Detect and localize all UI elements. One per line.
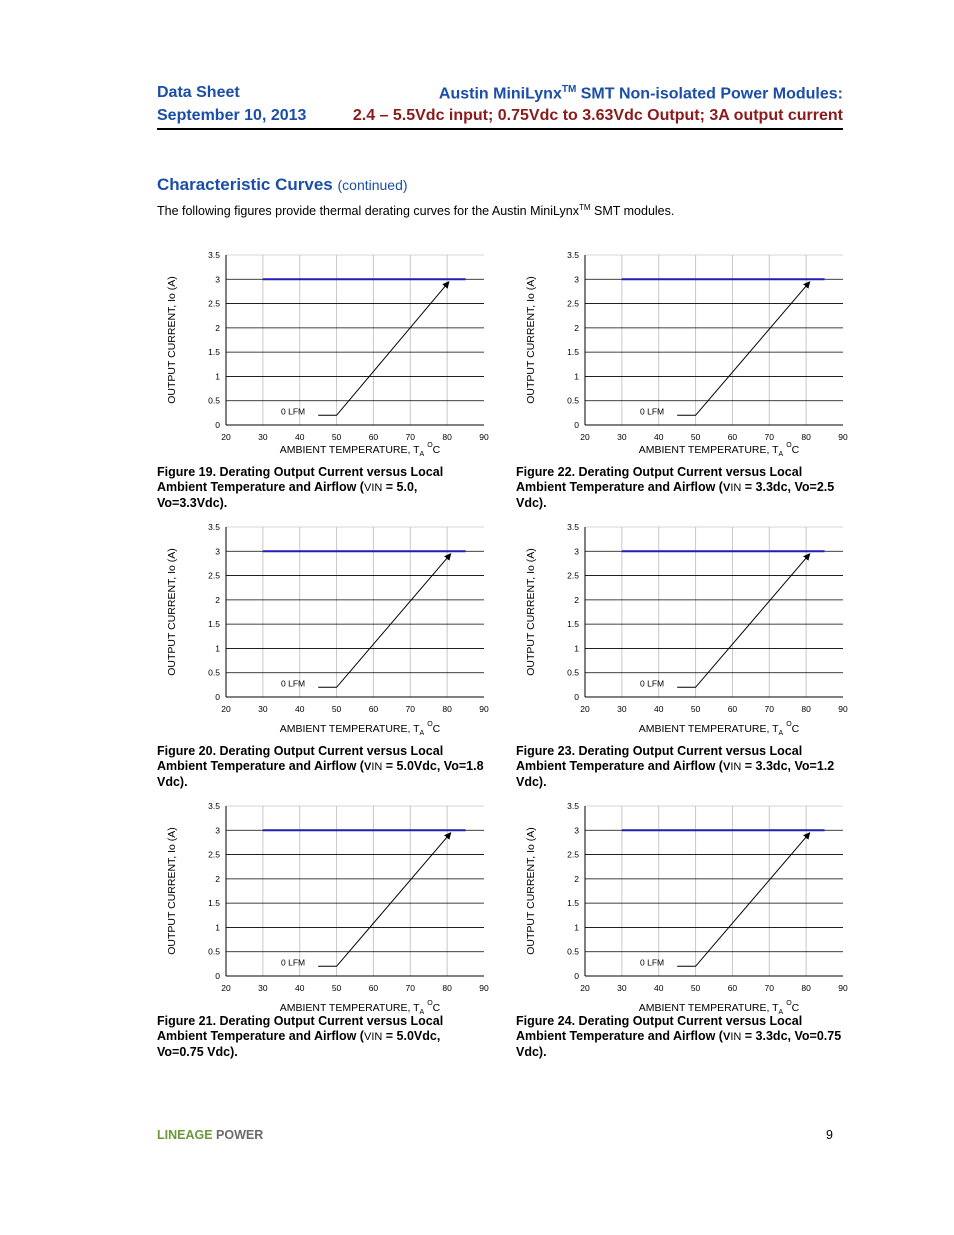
x-axis-label-main: AMBIENT TEMPERATURE, T [279, 1002, 420, 1014]
y-tick-label: 1 [215, 643, 220, 654]
series-label: 0 LFM [281, 957, 306, 968]
y-axis-label: OUTPUT CURRENT, Io (A) [525, 827, 537, 955]
x-axis-label-sup: O [786, 721, 792, 728]
y-tick-label: 3 [574, 274, 579, 285]
y-axis-label: OUTPUT CURRENT, Io (A) [166, 548, 178, 676]
x-axis-label-sup: O [427, 1000, 433, 1007]
x-axis-label-sub: A [778, 451, 784, 458]
x-tick-label: 40 [294, 983, 305, 993]
x-tick-label: 60 [727, 983, 738, 993]
chart-fig23 [519, 517, 849, 737]
y-tick-label: 0.5 [208, 667, 220, 678]
x-tick-label: 70 [405, 704, 416, 714]
x-tick-label: 90 [838, 704, 848, 714]
x-tick-label: 20 [580, 983, 590, 993]
y-tick-label: 2.5 [208, 849, 220, 860]
x-tick-label: 40 [294, 432, 305, 442]
y-tick-label: 1 [574, 371, 579, 382]
x-tick-label: 80 [801, 704, 811, 714]
series-label: 0 LFM [281, 678, 306, 689]
x-axis-label-unit: C [432, 723, 441, 735]
intro-text: The following figures provide thermal derating curves for the Austin MiniLynx™ SMT modules. [157, 203, 675, 219]
series-label: 0 LFM [640, 678, 665, 689]
x-tick-label: 50 [690, 983, 701, 993]
chart-fig20 [160, 517, 490, 737]
x-tick-label: 90 [479, 432, 489, 442]
series-label: 0 LFM [640, 406, 665, 417]
x-tick-label: 90 [479, 704, 489, 714]
x-tick-label: 90 [838, 432, 848, 442]
y-tick-label: 1 [215, 922, 220, 933]
y-tick-label: 3.5 [567, 250, 579, 260]
x-tick-label: 70 [764, 704, 775, 714]
y-tick-label: 1.5 [567, 619, 579, 630]
y-tick-label: 2.5 [208, 298, 220, 309]
chart-fig21 [160, 796, 490, 1016]
y-tick-label: 0.5 [567, 946, 579, 957]
x-tick-label: 50 [690, 432, 701, 442]
y-tick-label: 3.5 [567, 801, 579, 811]
x-axis-label-sup: O [427, 442, 433, 449]
y-tick-label: 0.5 [208, 946, 220, 957]
chart-svg [160, 245, 490, 460]
x-axis-label-sup: O [786, 442, 792, 449]
x-tick-label: 60 [727, 704, 738, 714]
x-tick-label: 80 [801, 983, 811, 993]
y-tick-label: 2 [574, 322, 579, 333]
x-axis-label-main: AMBIENT TEMPERATURE, T [638, 1002, 779, 1014]
x-axis-label-sub: A [419, 1009, 425, 1016]
series-0lfm-line [677, 833, 810, 967]
x-tick-label: 20 [580, 432, 590, 442]
x-axis-label-sub: A [778, 1009, 784, 1016]
y-tick-label: 0 [574, 692, 579, 702]
x-tick-label: 40 [294, 704, 305, 714]
x-tick-label: 70 [405, 983, 416, 993]
x-axis-label-sup: O [427, 721, 433, 728]
series-label: 0 LFM [640, 957, 665, 968]
x-axis-label [639, 442, 800, 458]
x-tick-label: 30 [258, 432, 268, 442]
y-tick-label: 3 [215, 825, 220, 836]
x-axis-label-unit: C [791, 1002, 800, 1014]
x-axis-label-main: AMBIENT TEMPERATURE, T [279, 444, 420, 456]
y-tick-label: 3 [215, 274, 220, 285]
x-tick-label: 80 [442, 704, 452, 714]
x-axis-label-sub: A [419, 451, 425, 458]
y-tick-label: 3 [574, 546, 579, 557]
y-tick-label: 1 [574, 643, 579, 654]
footer-brand: LINEAGE POWER [157, 1128, 264, 1142]
x-tick-label: 70 [764, 432, 775, 442]
y-tick-label: 0.5 [567, 667, 579, 678]
caption-fig24: Figure 24. Derating Output Current versus Local Ambient Temperature and Airflow (VIN = 3.3dc, Vo=0.75 Vdc). [516, 1014, 842, 1059]
y-tick-label: 1.5 [567, 898, 579, 909]
chart-svg [519, 517, 849, 737]
y-tick-label: 2 [215, 873, 220, 884]
y-tick-label: 2 [574, 594, 579, 605]
chart-fig19 [160, 245, 490, 460]
header-rule [157, 128, 843, 130]
x-axis-label [280, 442, 441, 458]
series-0lfm-line [318, 833, 451, 967]
series-0lfm-line [318, 282, 449, 416]
x-axis-label-sup: O [786, 1000, 792, 1007]
chart-fig22 [519, 245, 849, 460]
x-tick-label: 20 [221, 432, 231, 442]
x-tick-label: 20 [221, 983, 231, 993]
y-axis-label: OUTPUT CURRENT, Io (A) [166, 827, 178, 955]
series-0lfm-line [318, 554, 451, 688]
x-tick-label: 80 [801, 432, 811, 442]
x-tick-label: 50 [331, 432, 342, 442]
x-tick-label: 20 [221, 704, 231, 714]
x-axis-label [280, 721, 441, 737]
x-tick-label: 60 [368, 983, 379, 993]
y-tick-label: 3.5 [208, 801, 220, 811]
y-tick-label: 2.5 [567, 849, 579, 860]
y-tick-label: 0 [574, 420, 579, 430]
x-tick-label: 70 [764, 983, 775, 993]
x-tick-label: 30 [617, 983, 627, 993]
caption-fig19: Figure 19. Derating Output Current versus Local Ambient Temperature and Airflow (VIN = 5.0, Vo=3.3Vdc). [157, 465, 444, 510]
chart-fig24 [519, 796, 849, 1016]
x-tick-label: 80 [442, 983, 452, 993]
y-tick-label: 2.5 [567, 570, 579, 581]
chart-svg [160, 796, 490, 1016]
y-tick-label: 1 [574, 922, 579, 933]
y-tick-label: 0 [574, 971, 579, 981]
y-tick-label: 3.5 [567, 522, 579, 532]
page-number: 9 [826, 1128, 833, 1142]
x-axis-label-unit: C [791, 444, 800, 456]
chart-svg [519, 796, 849, 1016]
x-tick-label: 40 [653, 983, 664, 993]
y-tick-label: 1.5 [208, 347, 220, 358]
y-tick-label: 2 [215, 594, 220, 605]
y-tick-label: 3 [215, 546, 220, 557]
x-tick-label: 40 [653, 432, 664, 442]
x-axis-label-unit: C [432, 444, 441, 456]
y-tick-label: 3 [574, 825, 579, 836]
series-0lfm-line [677, 554, 810, 688]
section-title: Characteristic Curves (continued) [157, 175, 408, 194]
x-axis-label [639, 721, 800, 737]
y-tick-label: 1.5 [208, 898, 220, 909]
y-tick-label: 0 [215, 971, 220, 981]
caption-fig21: Figure 21. Derating Output Current versus Local Ambient Temperature and Airflow (VIN = 5.0Vdc, Vo=0.75 Vdc). [157, 1014, 444, 1059]
x-tick-label: 30 [617, 704, 627, 714]
x-tick-label: 50 [331, 704, 342, 714]
x-tick-label: 60 [368, 704, 379, 714]
x-tick-label: 70 [405, 432, 416, 442]
y-axis-label: OUTPUT CURRENT, Io (A) [525, 548, 537, 676]
caption-fig20: Figure 20. Derating Output Current versus Local Ambient Temperature and Airflow (VIN = 5.0Vdc, Vo=1.8 Vdc). [157, 744, 484, 789]
y-tick-label: 0 [215, 692, 220, 702]
chart-svg [160, 517, 490, 737]
y-axis-label: OUTPUT CURRENT, Io (A) [166, 276, 178, 404]
x-tick-label: 60 [727, 432, 738, 442]
x-axis-label-main: AMBIENT TEMPERATURE, T [638, 444, 779, 456]
product-subtitle: 2.4 – 5.5Vdc input; 0.75Vdc to 3.63Vdc Output; 3A output current [352, 107, 843, 124]
y-tick-label: 1.5 [208, 619, 220, 630]
x-axis-label-unit: C [791, 723, 800, 735]
x-tick-label: 30 [617, 432, 627, 442]
x-tick-label: 30 [258, 983, 268, 993]
x-tick-label: 20 [580, 704, 590, 714]
y-tick-label: 2 [215, 322, 220, 333]
caption-fig23: Figure 23. Derating Output Current versus Local Ambient Temperature and Airflow (VIN = 3.3dc, Vo=1.2 Vdc). [516, 744, 835, 789]
y-tick-label: 2 [574, 873, 579, 884]
x-axis-label-unit: C [432, 1002, 441, 1014]
series-label: 0 LFM [281, 406, 306, 417]
x-axis-label-main: AMBIENT TEMPERATURE, T [279, 723, 420, 735]
y-tick-label: 1 [215, 371, 220, 382]
chart-svg [519, 245, 849, 460]
x-tick-label: 80 [442, 432, 452, 442]
doc-date: September 10, 2013 [157, 107, 307, 124]
product-title: Austin MiniLynx™ SMT Non-isolated Power Modules: [438, 84, 843, 103]
x-tick-label: 50 [690, 704, 701, 714]
caption-fig22: Figure 22. Derating Output Current versus Local Ambient Temperature and Airflow (VIN = 3.3dc, Vo=2.5 Vdc). [516, 465, 835, 510]
x-tick-label: 30 [258, 704, 268, 714]
x-tick-label: 90 [479, 983, 489, 993]
y-tick-label: 3.5 [208, 250, 220, 260]
x-axis-label-sub: A [778, 730, 784, 737]
x-tick-label: 60 [368, 432, 379, 442]
y-tick-label: 1.5 [567, 347, 579, 358]
x-tick-label: 40 [653, 704, 664, 714]
y-tick-label: 0 [215, 420, 220, 430]
x-axis-label-main: AMBIENT TEMPERATURE, T [638, 723, 779, 735]
y-tick-label: 0.5 [567, 395, 579, 406]
y-axis-label: OUTPUT CURRENT, Io (A) [525, 276, 537, 404]
series-0lfm-line [677, 282, 810, 416]
y-tick-label: 3.5 [208, 522, 220, 532]
x-tick-label: 90 [838, 983, 848, 993]
y-tick-label: 0.5 [208, 395, 220, 406]
y-tick-label: 2.5 [208, 570, 220, 581]
x-axis-label-sub: A [419, 730, 425, 737]
y-tick-label: 2.5 [567, 298, 579, 309]
x-tick-label: 50 [331, 983, 342, 993]
doc-type: Data Sheet [157, 84, 240, 101]
